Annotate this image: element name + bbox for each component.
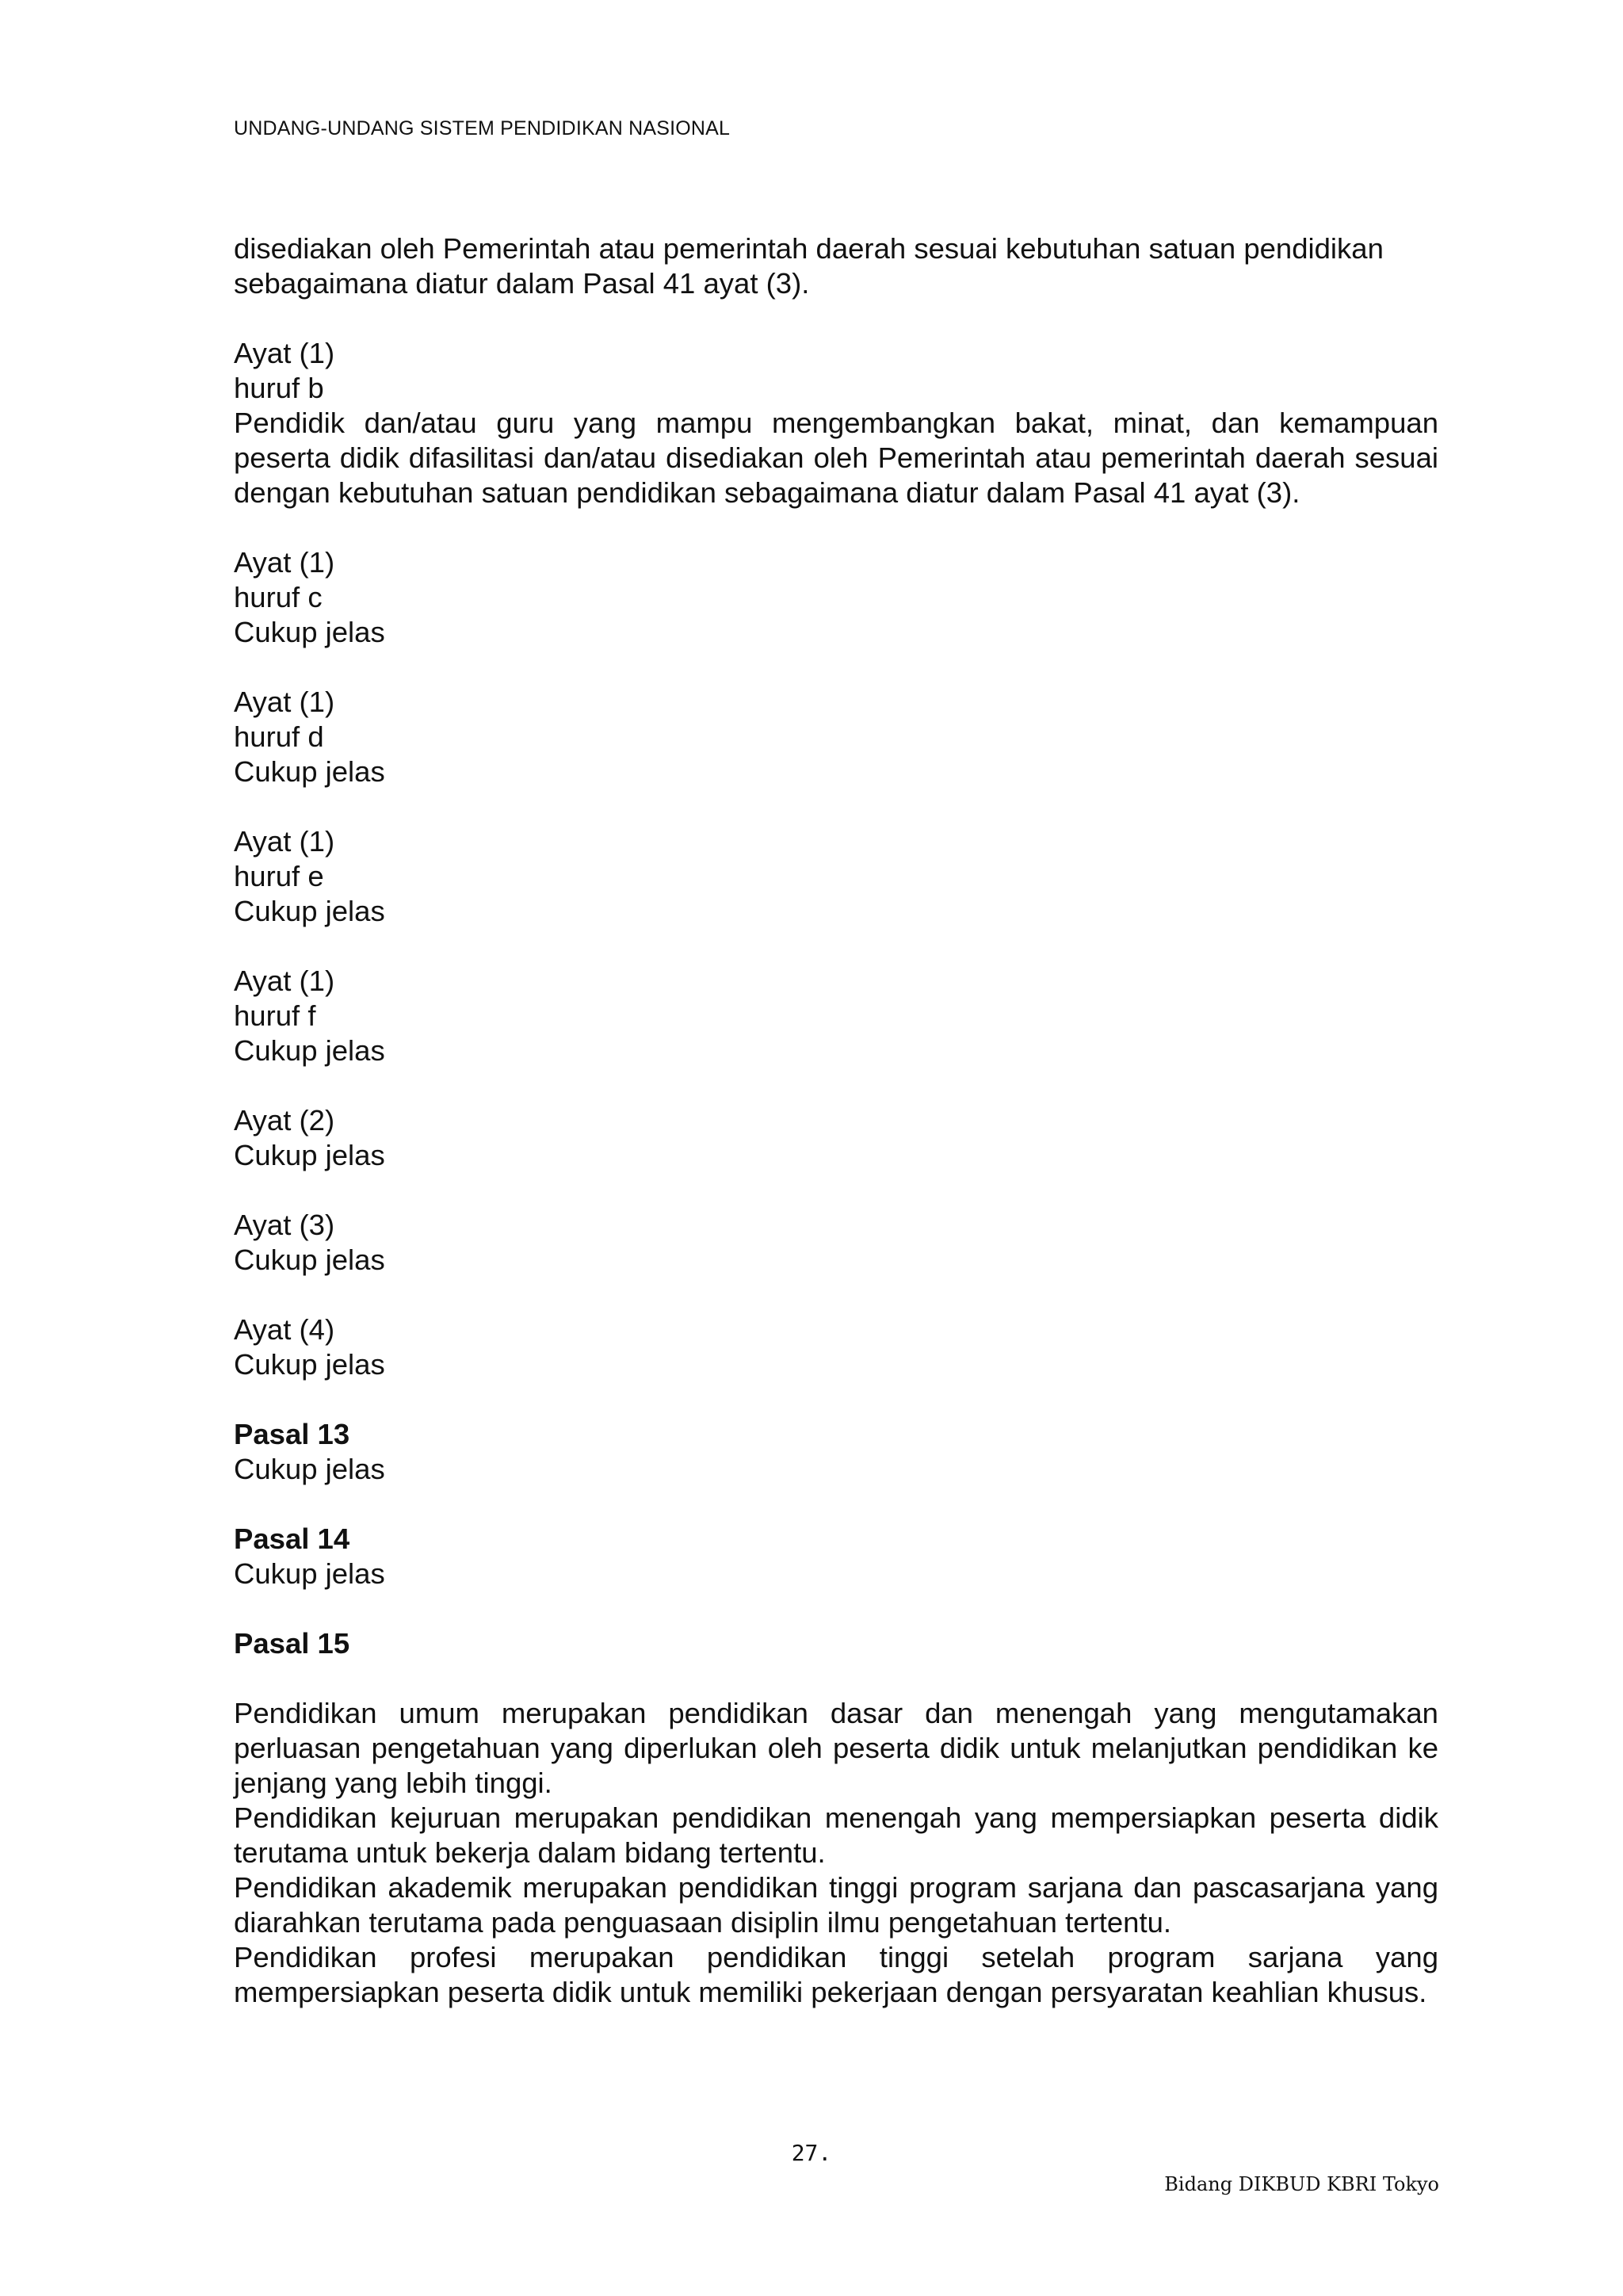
spacer <box>234 1487 1438 1522</box>
pasal-heading: Pasal 14 <box>234 1522 350 1555</box>
huruf-label: huruf d <box>234 720 324 753</box>
spacer <box>234 1382 1438 1417</box>
spacer <box>234 1278 1438 1312</box>
intro-line-1: disediakan oleh Pemerintah atau pemerintah daerah sesuai kebutuhan satuan pendidikan <box>234 232 1384 265</box>
huruf-label: huruf c <box>234 581 323 613</box>
ayat-label: Ayat (2) <box>234 1104 335 1137</box>
footer-source: Bidang DIKBUD KBRI Tokyo <box>1164 2173 1439 2195</box>
explanation-text: Cukup jelas <box>234 755 385 788</box>
explanation-text: Cukup jelas <box>234 1139 385 1171</box>
explanation-text: Cukup jelas <box>234 1557 385 1590</box>
explanation-text: Cukup jelas <box>234 1348 385 1381</box>
ayat-label: Ayat (1) <box>234 337 335 369</box>
spacer <box>234 1661 1438 1696</box>
pasal-heading: Pasal 13 <box>234 1418 350 1450</box>
spacer <box>234 650 1438 685</box>
huruf-label: huruf e <box>234 860 324 892</box>
huruf-label: huruf b <box>234 372 324 404</box>
ayat-label: Ayat (1) <box>234 825 335 858</box>
ayat-label: Ayat (4) <box>234 1313 335 1346</box>
explanation-paragraph: Pendidikan umum merupakan pendidikan dasar dan menengah yang mengutamakan perluasan pengetahuan yang diperlukan oleh peserta didik untuk melanjutkan pendidikan ke jenjang yang lebih tinggi. <box>234 1697 1438 1799</box>
explanation-text: Cukup jelas <box>234 1034 385 1067</box>
ayat-label: Ayat (1) <box>234 546 335 579</box>
spacer <box>234 510 1438 545</box>
explanation-paragraph: Pendidikan profesi merupakan pendidikan tinggi setelah program sarjana yang mempersiapkan peserta didik untuk memiliki pekerjaan dengan persyaratan keahlian khusus. <box>234 1941 1438 2008</box>
spacer <box>234 1068 1438 1103</box>
explanation-text: Cukup jelas <box>234 1244 385 1276</box>
spacer <box>234 929 1438 964</box>
ayat-label: Ayat (1) <box>234 686 335 718</box>
explanation-paragraph: Pendidikan akademik merupakan pendidikan tinggi program sarjana dan pascasarjana yang diarahkan terutama pada penguasaan disiplin ilmu pengetahuan tertentu. <box>234 1871 1438 1939</box>
explanation-text: Cukup jelas <box>234 895 385 927</box>
huruf-label: huruf f <box>234 999 316 1032</box>
explanation-text: Cukup jelas <box>234 616 385 648</box>
spacer <box>234 1173 1438 1208</box>
page-number: 27. <box>791 2140 832 2166</box>
explanation-paragraph: Pendidikan kejuruan merupakan pendidikan menengah yang mempersiapkan peserta didik terutama untuk bekerja dalam bidang tertentu. <box>234 1801 1438 1869</box>
spacer <box>234 1591 1438 1626</box>
explanation-paragraph: Pendidik dan/atau guru yang mampu mengembangkan bakat, minat, dan kemampuan peserta didik difasilitasi dan/atau disediakan oleh Pemerintah atau pemerintah daerah sesuai dengan kebutuhan satuan pendidikan sebagaimana diatur dalam Pasal 41 ayat (3). <box>234 407 1438 509</box>
running-header: UNDANG-UNDANG SISTEM PENDIDIKAN NASIONAL <box>234 117 731 139</box>
ayat-label: Ayat (1) <box>234 965 335 997</box>
spacer <box>234 789 1438 824</box>
spacer <box>234 301 1438 336</box>
intro-line-2: sebagaimana diatur dalam Pasal 41 ayat (3). <box>234 267 810 300</box>
document-body <box>234 231 1438 2010</box>
explanation-text: Cukup jelas <box>234 1453 385 1485</box>
ayat-label: Ayat (3) <box>234 1209 335 1241</box>
pasal-heading: Pasal 15 <box>234 1627 350 1660</box>
